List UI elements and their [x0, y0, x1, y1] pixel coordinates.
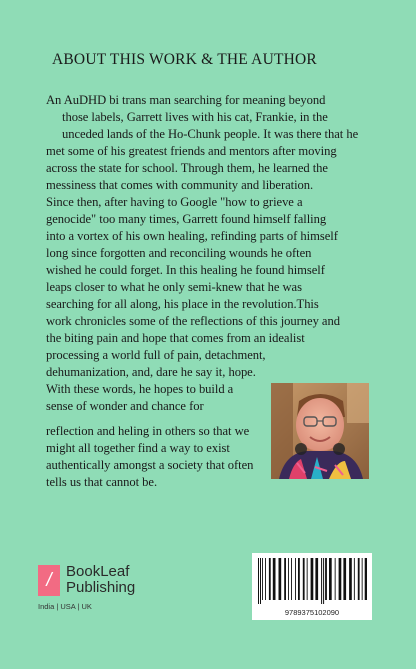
bio-line: leaps closer to what he only semi-knew that he was	[46, 280, 302, 294]
bio-line: tells us that cannot be.	[46, 475, 158, 489]
barcode-bar	[303, 558, 305, 600]
bio-line: might all together find a way to exist	[46, 441, 230, 455]
barcode-bar	[273, 558, 276, 600]
barcode-bar	[279, 558, 282, 600]
barcode-bar	[339, 558, 342, 600]
bio-line: An AuDHD bi trans man searching for meaning beyond	[46, 93, 326, 107]
barcode-bar	[343, 558, 346, 600]
publisher-name-line2: Publishing	[66, 579, 136, 596]
isbn-barcode	[252, 553, 372, 620]
publisher-name-line1: BookLeaf	[66, 563, 130, 580]
publisher-name	[66, 564, 135, 596]
bio-line: met some of his greatest friends and mentors after moving	[46, 144, 337, 158]
barcode-bar	[288, 558, 289, 600]
bio-line: sense of wonder and chance for	[46, 399, 204, 413]
author-photo	[271, 383, 369, 479]
barcode-bar	[307, 558, 308, 600]
publisher-slash-icon: /	[38, 565, 60, 596]
bio-line: the biting pain and hope that comes from an idealist	[46, 331, 305, 345]
barcode-bar	[329, 558, 332, 600]
bio-line: across the state for school. Through them, he learned the	[46, 161, 328, 175]
barcode-bar	[284, 558, 286, 600]
bio-line: messiness that comes with community and liberation.	[46, 178, 314, 192]
bio-line: processing a world full of pain, detachment,	[46, 348, 266, 362]
barcode-bar	[349, 558, 352, 600]
barcode-bars	[257, 558, 367, 604]
bio-line: reflection and heling in others so that we	[46, 424, 250, 438]
barcode-bar	[295, 558, 296, 600]
barcode-bar	[323, 558, 324, 604]
bio-line: wished he could forget. In this healing he found himself	[46, 263, 325, 277]
barcode-bar	[325, 558, 327, 600]
barcode-bar	[269, 558, 271, 600]
bio-line: With these words, he hopes to build a	[46, 382, 234, 396]
barcode-bar	[258, 558, 259, 604]
bio-line: searching for all along, his place in the revolution.This	[46, 297, 319, 311]
barcode-bar	[321, 558, 322, 604]
bio-line: into a vortex of his own healing, refinding parts of himself	[46, 229, 338, 243]
author-portrait-image	[271, 383, 369, 479]
barcode-bar	[265, 558, 266, 600]
barcode-bar	[354, 558, 355, 600]
publisher-regions: India | USA | UK	[38, 602, 92, 611]
bio-line: those labels, Garrett lives with his cat, Frankie, in the	[62, 110, 328, 124]
barcode-bar	[260, 558, 261, 604]
section-title: ABOUT THIS WORK & THE AUTHOR	[52, 51, 317, 68]
barcode-bar	[291, 558, 292, 600]
bio-line: Since then, after having to Google "how to grieve a	[46, 195, 303, 209]
barcode-bar	[365, 558, 367, 600]
publisher-logo	[38, 565, 178, 615]
barcode-bar	[298, 558, 300, 600]
barcode-bar	[358, 558, 360, 600]
bio-line: unceded lands of the Ho-Chunk people. It was there that he	[62, 127, 359, 141]
isbn-number: 9789375102090	[284, 608, 340, 617]
bio-line: long since forgotten and reconciling wounds he often	[46, 246, 312, 260]
barcode-bar	[335, 558, 336, 600]
bio-line: dehumanization, and, dare he say it, hope.	[46, 365, 256, 379]
bio-line: work chronicles some of the reflections of this journey and	[46, 314, 340, 328]
barcode-bar	[315, 558, 318, 600]
barcode-bar	[262, 558, 263, 600]
barcode-bar	[362, 558, 363, 600]
bio-line: authentically amongst a society that often	[46, 458, 254, 472]
bio-line: genocide" too many times, Garrett found himself falling	[46, 212, 327, 226]
barcode-bar	[311, 558, 314, 600]
